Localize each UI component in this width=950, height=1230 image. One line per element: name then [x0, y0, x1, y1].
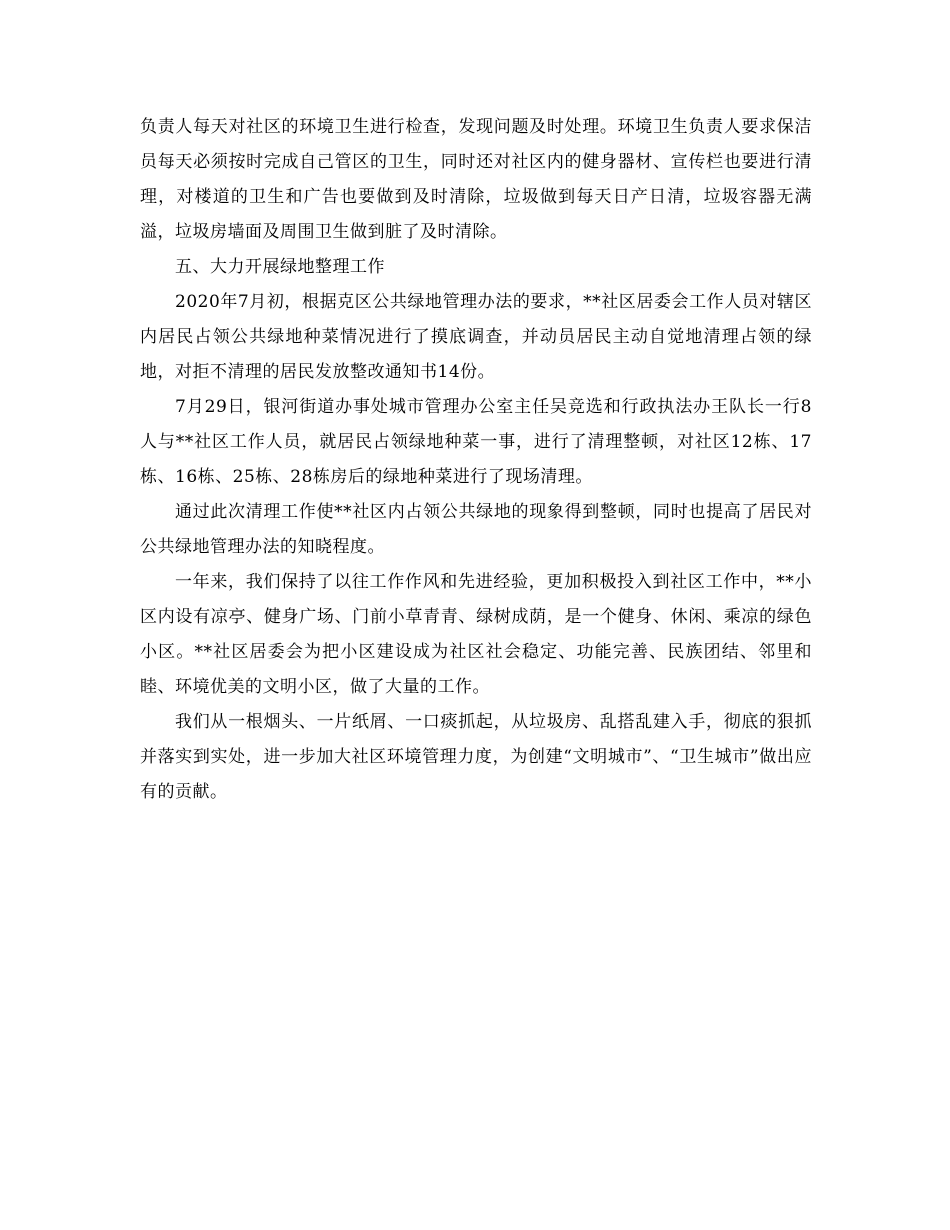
paragraph: 我们从一根烟头、一片纸屑、一口痰抓起，从垃圾房、乱搭乱建入手，彻底的狠抓并落实到实处，进一步加大社区环境管理力度，为创建“文明城市”、“卫生城市”做出应有的贡献。 — [140, 712, 812, 802]
section-heading: 五、大力开展绿地整理工作 — [175, 257, 385, 277]
document-body — [140, 110, 812, 810]
paragraph: 7月29日，银河街道办事处城市管理办公室主任吴竞选和行政执法办王队长一行8人与**社区工作人员，就居民占领绿地种菜一事，进行了清理整顿，对社区12栋、17栋、16栋、25栋、28栋房后的绿地种菜进行了现场清理。 — [140, 397, 812, 487]
paragraph: 2020年7月初，根据克区公共绿地管理办法的要求，**社区居委会工作人员对辖区内居民占领公共绿地种菜情况进行了摸底调查，并动员居民主动自觉地清理占领的绿地，对拒不清理的居民发放整改通知书14份。 — [140, 292, 812, 382]
paragraph: 一年来，我们保持了以往工作作风和先进经验，更加积极投入到社区工作中，**小区内设有凉亭、健身广场、门前小草青青、绿树成荫，是一个健身、休闲、乘凉的绿色小区。**社区居委会为把小区建设成为社区社会稳定、功能完善、民族团结、邻里和睦、环境优美的文明小区，做了大量的工作。 — [140, 572, 812, 697]
paragraph-continuation: 负责人每天对社区的环境卫生进行检查，发现问题及时处理。环境卫生负责人要求保洁员每天必须按时完成自己管区的卫生，同时还对社区内的健身器材、宣传栏也要进行清理，对楼道的卫生和广告也要做到及时清除，垃圾做到每天日产日清，垃圾容器无满溢，垃圾房墙面及周围卫生做到脏了及时清除。 — [140, 117, 812, 242]
paragraph: 通过此次清理工作使**社区内占领公共绿地的现象得到整顿，同时也提高了居民对公共绿地管理办法的知晓程度。 — [140, 502, 812, 557]
